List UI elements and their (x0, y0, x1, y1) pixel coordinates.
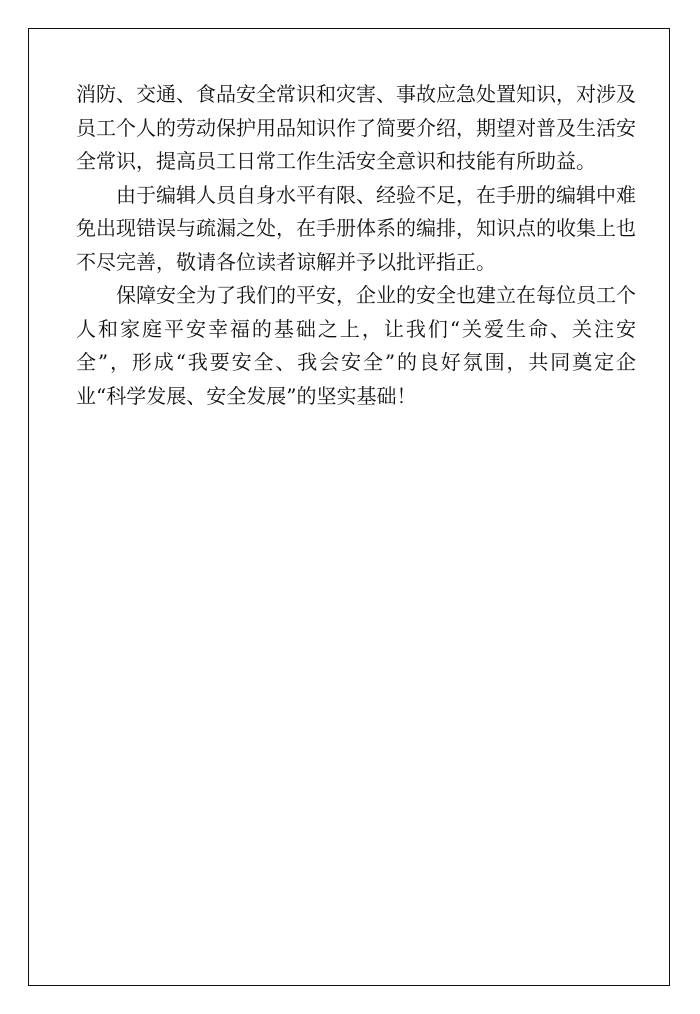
paragraph-2: 由于编辑人员自身水平有限、经验不足，在手册的编辑中难免出现错误与疏漏之处，在手册体系的编排，知识点的收集上也不尽完善，敬请各位读者谅解并予以批评指正。 (76, 182, 636, 274)
paragraph-3: 保障安全为了我们的平安，企业的安全也建立在每位员工个人和家庭平安幸福的基础之上，让我们“关爱生命、关注安全”，形成“我要安全、我会安全”的良好氛围，共同奠定企业“科学发展、安全发展”的坚实基础！ (76, 283, 636, 408)
paragraph-1: 消防、交通、食品安全常识和灾害、事故应急处置知识，对涉及员工个人的劳动保护用品知识作了简要介绍，期望对普及生活安全常识，提高员工日常工作生活安全意识和技能有所助益。 (76, 82, 636, 173)
document-body (76, 78, 636, 413)
